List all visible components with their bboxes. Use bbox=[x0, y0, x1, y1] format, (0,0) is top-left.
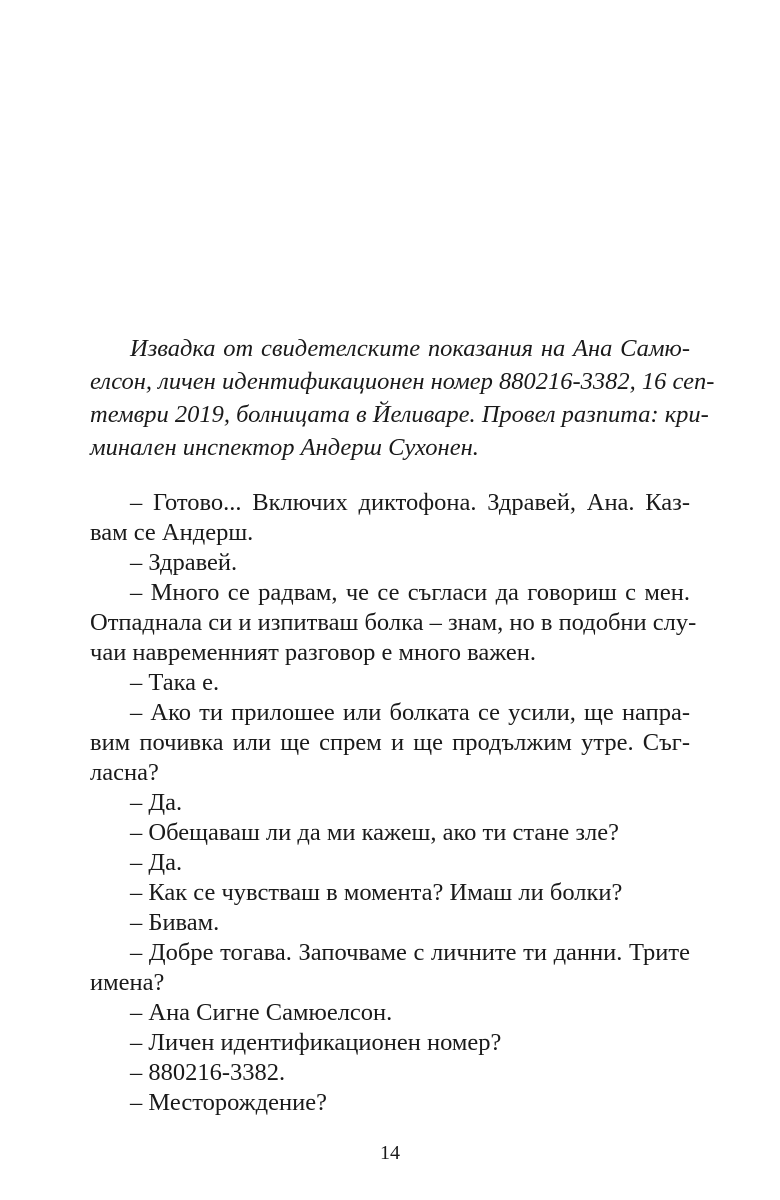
dialogue-line: – Здравей. bbox=[130, 549, 238, 576]
dialogue-line: – Да. bbox=[130, 849, 183, 876]
dialogue-line: – Готово... Включих диктофона. Здравей, Ана. Каз- bbox=[130, 489, 690, 516]
dialogue-line: чаи навременният разговор е много важен. bbox=[90, 639, 536, 666]
dialogue-line: – Месторождение? bbox=[130, 1089, 327, 1116]
dialogue-line: – Ана Сигне Самюелсон. bbox=[130, 999, 393, 1026]
excerpt-line: тември 2019, болницата в Йеливаре. Провел разпита: кри- bbox=[90, 401, 709, 428]
dialogue-line: – Ако ти прилошее или болката се усили, ще напра- bbox=[130, 699, 690, 726]
dialogue-line: – Обещаваш ли да ми кажеш, ако ти стане зле? bbox=[130, 819, 619, 846]
dialogue-line: ласна? bbox=[90, 759, 159, 786]
dialogue-line: вим почивка или ще спрем и ще продължим утре. Съг- bbox=[90, 729, 690, 756]
excerpt-line: елсон, личен идентификационен номер 880216-3382, 16 сеп- bbox=[90, 368, 715, 395]
dialogue-line: – Да. bbox=[130, 789, 183, 816]
dialogue-line: – Така е. bbox=[130, 669, 220, 696]
dialogue-line: – Как се чувстваш в момента? Имаш ли болки? bbox=[130, 879, 623, 906]
dialogue-line: – Добре тогава. Започваме с личните ти данни. Трите bbox=[130, 939, 690, 966]
dialogue-line: Отпаднала си и изпитваш болка – знам, но в подобни слу- bbox=[90, 609, 697, 636]
dialogue-line: – 880216-3382. bbox=[130, 1059, 286, 1086]
dialogue-line: имена? bbox=[90, 969, 165, 996]
excerpt-line: минален инспектор Андерш Сухонен. bbox=[90, 434, 479, 461]
excerpt-line: Извадка от свидетелските показания на Ана Самю- bbox=[130, 335, 690, 362]
page-number: 14 bbox=[380, 1142, 400, 1164]
dialogue-line: – Бивам. bbox=[130, 909, 220, 936]
dialogue-line: вам се Андерш. bbox=[90, 519, 254, 546]
dialogue-line: – Личен идентификационен номер? bbox=[130, 1029, 502, 1056]
dialogue-line: – Много се радвам, че се съгласи да говориш с мен. bbox=[130, 579, 690, 606]
